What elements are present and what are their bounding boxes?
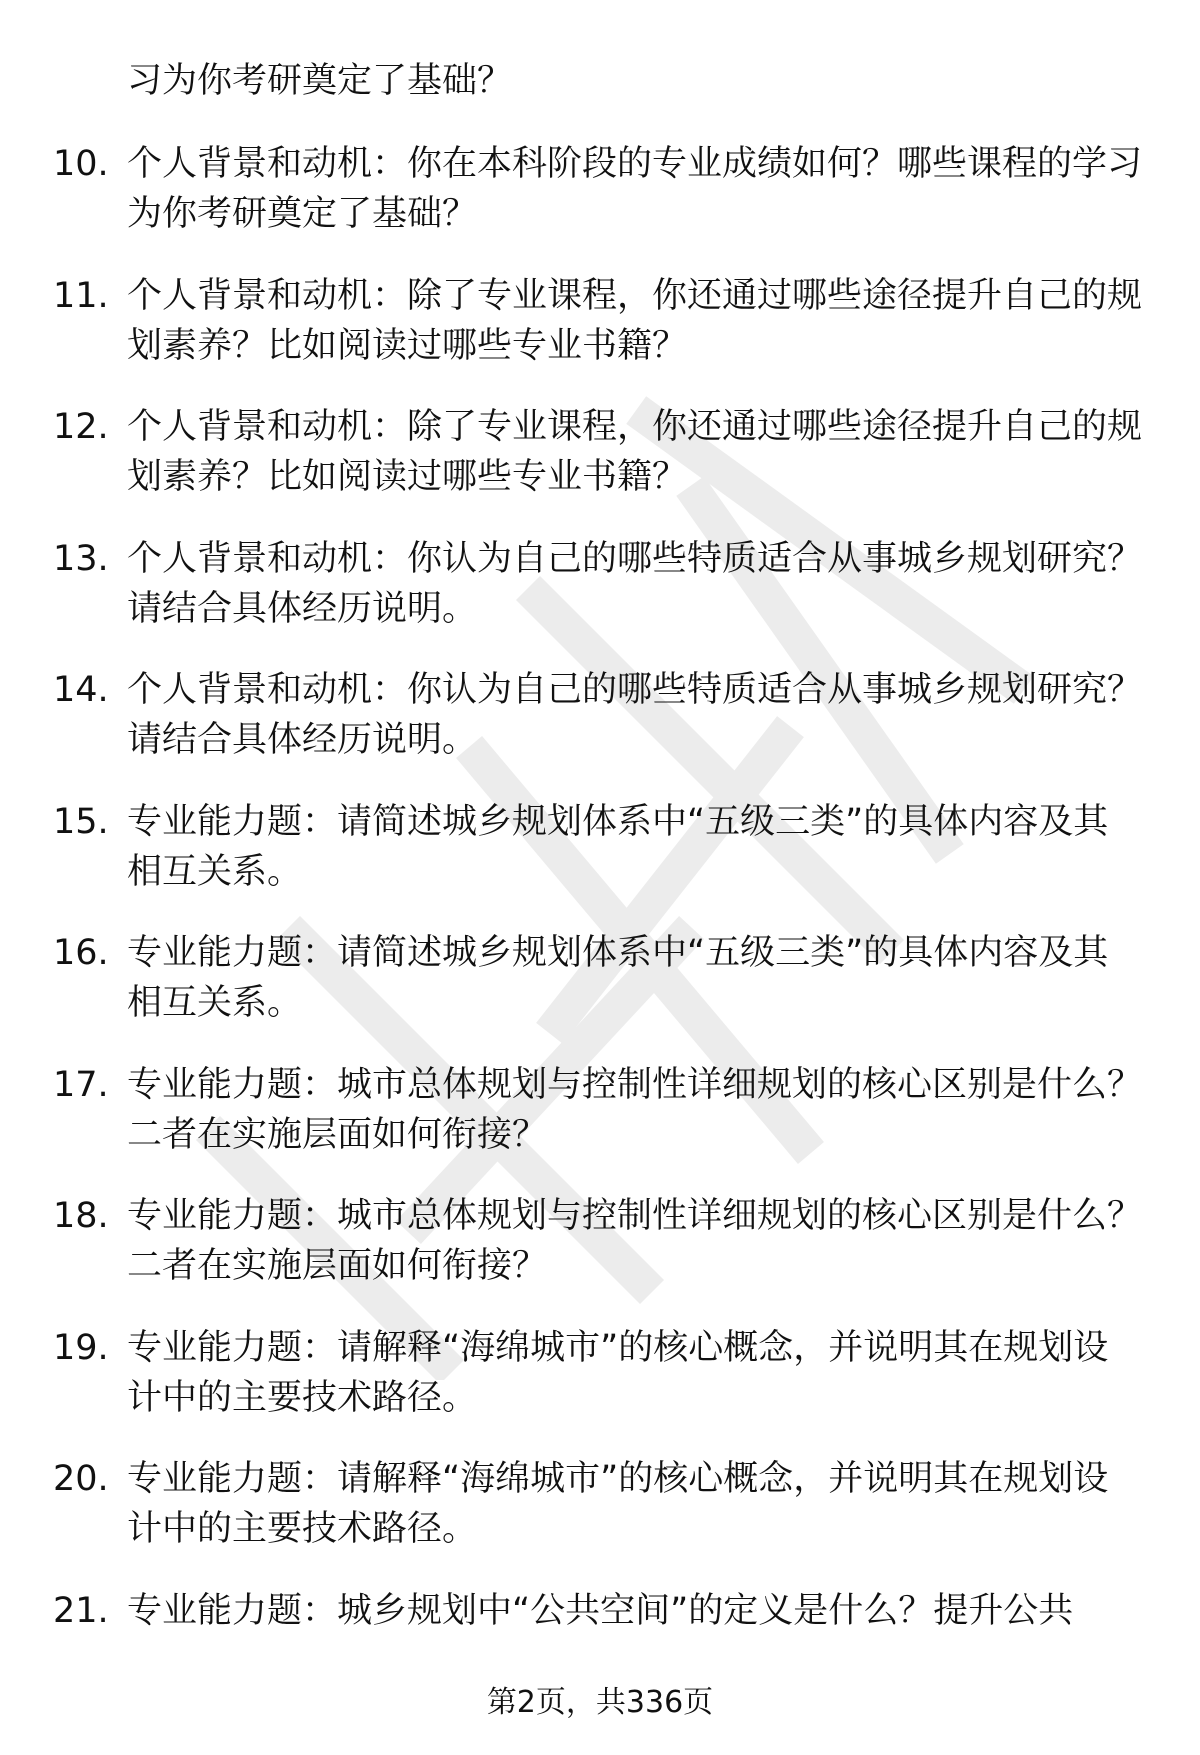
question-text: 专业能力题：请解释“海绵城市”的核心概念，并说明其在规划设计中的主要技术路径。 [127, 1459, 1109, 1549]
question-number: 16. [53, 933, 109, 973]
page-footer: 第2页，共336页 [486, 1685, 714, 1720]
question-text: 专业能力题：城市总体规划与控制性详细规划的核心区别是什么？二者在实施层面如何衔接？ [127, 1196, 1143, 1286]
list-item [0, 1454, 1200, 1586]
question-text: 个人背景和动机：你在本科阶段的专业成绩如何？哪些课程的学习为你考研奠定了基础？ [127, 144, 1143, 234]
question-text: 个人背景和动机：除了专业课程，你还通过哪些途径提升自己的规划素养？比如阅读过哪些专业书籍？ [127, 275, 1143, 366]
question-text: 专业能力题：请解释“海绵城市”的核心概念，并说明其在规划设计中的主要技术路径。 [127, 1327, 1109, 1418]
question-number: 10. [53, 144, 109, 184]
question-number: 14. [53, 670, 109, 710]
list-item [0, 271, 1200, 403]
list-item [0, 665, 1200, 797]
question-text: 个人背景和动机：你认为自己的哪些特质适合从事城乡规划研究？请结合具体经历说明。 [127, 538, 1143, 629]
list-item [0, 1060, 1200, 1192]
question-text: 个人背景和动机：你认为自己的哪些特质适合从事城乡规划研究？请结合具体经历说明。 [127, 670, 1143, 760]
question-number: 18. [53, 1196, 109, 1236]
list-item [0, 402, 1200, 534]
list-item [0, 534, 1200, 666]
question-text: 专业能力题：请简述城乡规划体系中“五级三类”的具体内容及其相互关系。 [127, 933, 1109, 1023]
continued-question-text: 习为你考研奠定了基础？ [127, 61, 513, 101]
list-item [0, 1323, 1200, 1455]
question-number: 15. [53, 801, 109, 842]
question-number: 19. [53, 1327, 109, 1368]
list-item [0, 139, 1200, 271]
question-text: 专业能力题：城市总体规划与控制性详细规划的核心区别是什么？二者在实施层面如何衔接？ [127, 1064, 1143, 1155]
question-number: 21. [53, 1590, 109, 1631]
question-text: 专业能力题：城乡规划中“公共空间”的定义是什么？提升公共 [127, 1590, 1074, 1631]
question-number: 13. [53, 538, 109, 579]
list-item [0, 797, 1200, 929]
question-text: 专业能力题：请简述城乡规划体系中“五级三类”的具体内容及其相互关系。 [127, 801, 1109, 892]
list-item [0, 928, 1200, 1060]
question-number: 11. [53, 275, 109, 316]
question-number: 17. [53, 1064, 109, 1105]
question-number: 20. [53, 1459, 109, 1499]
question-number: 12. [53, 407, 109, 447]
list-item [0, 1191, 1200, 1323]
question-text: 个人背景和动机：除了专业课程，你还通过哪些途径提升自己的规划素养？比如阅读过哪些专业书籍？ [127, 407, 1143, 497]
question-list [0, 139, 1200, 1717]
